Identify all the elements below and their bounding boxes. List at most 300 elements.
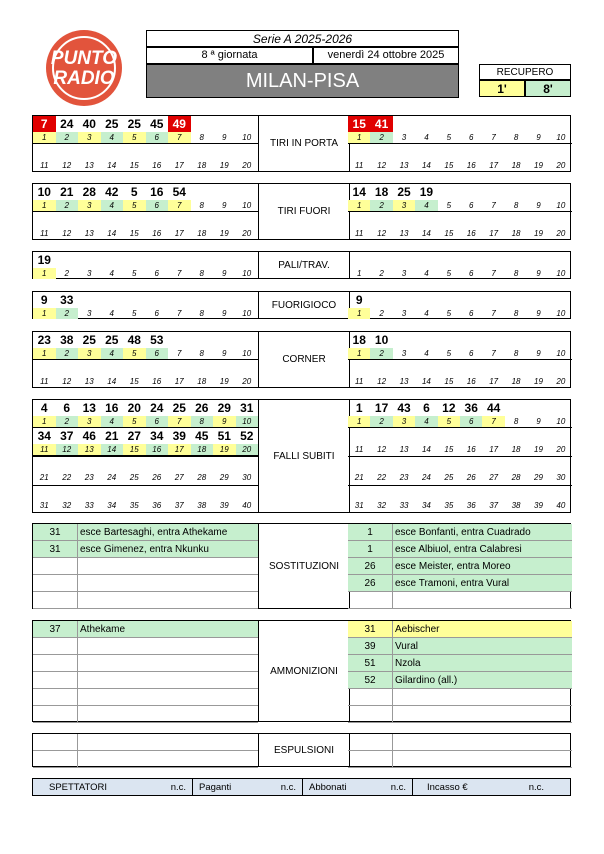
index-cell: 7 <box>168 200 191 211</box>
row-divider <box>348 456 572 457</box>
index-cell: 30 <box>556 473 566 482</box>
event-row <box>33 672 258 689</box>
index-cell: 11 <box>40 377 49 386</box>
event-text <box>78 751 258 767</box>
index-cell: 9 <box>536 269 541 278</box>
value-cell <box>550 184 572 200</box>
value-cell: 7 <box>33 116 56 132</box>
index-row <box>33 416 258 428</box>
event-row <box>33 524 258 541</box>
values-row <box>348 116 572 132</box>
value-cell <box>168 292 191 308</box>
index-cell: 5 <box>123 416 146 427</box>
index-cell: 2 <box>370 200 392 211</box>
index-cell: 5 <box>446 269 452 278</box>
value-cell <box>415 252 437 268</box>
value-cell: 6 <box>63 401 71 415</box>
index-cell: 4 <box>109 269 114 278</box>
index-cell: 8 <box>199 133 204 142</box>
index-cell: 14 <box>421 229 431 238</box>
index-cell: 1 <box>348 348 370 359</box>
index-cell: 4 <box>424 133 429 142</box>
index-cell: 19 <box>534 377 543 386</box>
index-row <box>33 200 258 212</box>
event-text: Vural <box>395 641 418 652</box>
index-cell: 13 <box>84 229 94 238</box>
side-away <box>348 332 572 387</box>
index-cell: 2 <box>56 416 79 427</box>
index-cell: 4 <box>415 416 437 427</box>
index-cell: 13 <box>78 444 101 455</box>
event-text: esce Meister, entra Moreo <box>395 561 511 572</box>
value-cell <box>482 184 504 200</box>
value-cell: 54 <box>172 185 186 199</box>
value-cell: 21 <box>105 429 119 443</box>
value-cell: 4 <box>40 401 48 415</box>
value-cell <box>78 292 101 308</box>
index-cell: 9 <box>536 309 541 318</box>
index-cell: 16 <box>152 377 162 386</box>
value-cell <box>505 116 527 132</box>
side-away <box>348 116 572 171</box>
value-cell <box>438 252 460 268</box>
index-cell: 4 <box>424 269 429 278</box>
index-cell: 11 <box>40 229 49 238</box>
event-text <box>78 575 258 591</box>
index-cell: 9 <box>222 309 227 318</box>
index-cell: 31 <box>354 501 364 510</box>
index-cell: 5 <box>132 309 137 318</box>
index-cell: 6 <box>146 348 169 359</box>
event-minute <box>33 575 78 591</box>
value-cell <box>438 332 460 348</box>
index-cell: 16 <box>152 229 162 238</box>
index-cell: 24 <box>421 473 431 482</box>
event-minute <box>348 706 393 722</box>
value-cell <box>393 252 415 268</box>
event-minute <box>348 689 393 705</box>
index-cell: 13 <box>399 377 409 386</box>
index-cell: 1 <box>356 269 362 278</box>
index-cell: 15 <box>129 377 139 386</box>
table-label: ESPULSIONI <box>258 733 350 767</box>
index-cell: 27 <box>489 473 499 482</box>
svg-text:PUNTO: PUNTO <box>50 48 118 69</box>
index-cell: 37 <box>174 501 184 510</box>
value-cell <box>460 332 482 348</box>
index-row <box>33 500 258 511</box>
index-cell: 37 <box>489 501 499 510</box>
index-cell: 8 <box>513 133 519 142</box>
index-cell: 6 <box>460 416 482 427</box>
value-cell <box>505 292 527 308</box>
index-cell: 4 <box>424 309 429 318</box>
index-cell: 4 <box>415 200 437 211</box>
event-row <box>348 706 572 723</box>
index-cell: 25 <box>444 473 454 482</box>
value-cell: 18 <box>374 185 389 199</box>
index-row <box>33 376 258 387</box>
value-cell <box>236 116 259 132</box>
table-sostituzioni <box>32 523 571 609</box>
index-cell: 8 <box>199 201 204 210</box>
row-divider <box>348 485 572 486</box>
value-cell <box>191 292 214 308</box>
index-cell: 40 <box>242 501 252 510</box>
event-row <box>348 541 572 558</box>
value-cell <box>482 116 504 132</box>
block-label: TIRI FUORI <box>258 183 350 240</box>
value-cell <box>550 332 572 348</box>
event-text: esce Bonfanti, entra Cuadrado <box>395 527 531 538</box>
index-cell: 17 <box>489 229 499 238</box>
event-row <box>348 689 572 706</box>
value-cell <box>460 252 482 268</box>
index-cell: 1 <box>348 416 370 427</box>
value-cell <box>550 116 572 132</box>
paganti-value: n.c. <box>280 782 296 793</box>
event-minute: 26 <box>348 558 393 574</box>
index-cell: 26 <box>152 473 162 482</box>
value-cell <box>348 252 370 268</box>
index-row <box>348 268 572 279</box>
index-cell: 21 <box>39 473 49 482</box>
value-cell <box>550 252 572 268</box>
value-cell: 19 <box>37 253 51 267</box>
index-cell: 5 <box>446 133 452 142</box>
index-row <box>348 348 572 360</box>
index-cell: 19 <box>219 229 229 238</box>
value-cell: 9 <box>40 293 48 307</box>
value-cell: 33 <box>60 293 74 307</box>
table-label: AMMONIZIONI <box>258 620 350 722</box>
event-minute <box>33 655 78 671</box>
index-cell: 28 <box>197 473 207 482</box>
values-row <box>33 332 258 348</box>
index-cell: 10 <box>236 416 259 427</box>
index-cell: 14 <box>107 377 117 386</box>
index-cell: 1 <box>348 200 370 211</box>
value-cell: 45 <box>195 429 209 443</box>
event-row <box>33 638 258 655</box>
index-cell: 7 <box>177 309 182 318</box>
index-cell: 5 <box>132 269 137 278</box>
index-cell: 23 <box>399 473 409 482</box>
event-row <box>348 592 572 609</box>
value-cell: 14 <box>352 185 366 199</box>
event-row <box>33 706 258 723</box>
values-row <box>33 184 258 200</box>
side-away <box>348 292 572 318</box>
index-cell: 18 <box>511 445 521 454</box>
values-row <box>33 400 258 416</box>
index-cell: 12 <box>377 161 387 170</box>
index-cell: 18 <box>197 229 207 238</box>
value-cell: 26 <box>195 401 209 415</box>
value-cell: 37 <box>60 429 74 443</box>
value-cell: 25 <box>127 117 141 131</box>
index-cell: 7 <box>491 133 496 142</box>
value-cell <box>527 184 549 200</box>
event-minute: 26 <box>348 575 393 591</box>
event-minute: 31 <box>348 621 393 637</box>
index-cell: 6 <box>146 132 169 143</box>
index-cell: 20 <box>556 229 566 238</box>
value-cell <box>370 252 392 268</box>
values-row <box>348 292 572 308</box>
value-cell: 25 <box>105 117 119 131</box>
event-row <box>348 672 572 689</box>
value-cell <box>101 252 124 268</box>
index-cell: 18 <box>511 161 521 170</box>
index-cell: 39 <box>534 501 543 510</box>
abbonati-cell <box>303 779 413 795</box>
event-row <box>348 621 572 638</box>
abbonati-label: Abbonati <box>309 782 347 793</box>
index-cell: 19 <box>534 445 543 454</box>
index-cell: 22 <box>62 473 72 482</box>
index-cell: 31 <box>39 501 49 510</box>
index-cell: 13 <box>399 161 409 170</box>
index-row <box>348 200 572 212</box>
value-cell <box>168 332 191 348</box>
value-cell: 46 <box>82 429 96 443</box>
incasso-label: Incasso € <box>427 782 468 793</box>
value-cell: 39 <box>172 429 186 443</box>
index-cell: 22 <box>377 473 387 482</box>
index-cell: 3 <box>78 416 101 427</box>
value-cell: 45 <box>150 117 164 131</box>
index-cell: 9 <box>536 201 541 210</box>
index-cell: 17 <box>168 444 191 455</box>
index-cell: 2 <box>370 416 392 427</box>
index-cell: 6 <box>154 309 159 318</box>
index-cell: 14 <box>107 161 117 170</box>
index-cell: 16 <box>466 229 476 238</box>
abbonati-value: n.c. <box>390 782 406 793</box>
index-cell: 16 <box>466 445 476 454</box>
event-text: esce Bartesaghi, entra Athekame <box>80 527 228 538</box>
index-cell: 38 <box>511 501 521 510</box>
event-row <box>348 734 572 751</box>
event-minute <box>348 751 393 767</box>
index-cell: 8 <box>191 416 214 427</box>
index-cell: 17 <box>489 377 499 386</box>
index-cell: 11 <box>355 377 364 386</box>
value-cell <box>213 184 236 200</box>
value-cell: 17 <box>374 401 389 415</box>
event-minute: 31 <box>33 524 78 540</box>
index-cell: 18 <box>511 377 521 386</box>
index-cell: 24 <box>107 473 117 482</box>
index-cell: 27 <box>174 473 184 482</box>
index-cell: 16 <box>146 444 169 455</box>
index-cell: 2 <box>64 269 69 278</box>
index-cell: 2 <box>379 309 384 318</box>
value-cell: 1 <box>355 401 363 415</box>
value-cell: 9 <box>355 293 363 307</box>
event-minute: 52 <box>348 672 393 688</box>
value-cell <box>415 292 437 308</box>
paganti-cell <box>193 779 303 795</box>
event-row <box>33 621 258 638</box>
event-minute: 37 <box>33 621 78 637</box>
season-title: Serie A 2025-2026 <box>146 30 459 47</box>
index-cell: 17 <box>489 445 499 454</box>
value-cell <box>550 400 572 416</box>
index-cell: 14 <box>421 161 431 170</box>
index-cell: 6 <box>469 349 474 358</box>
index-cell: 4 <box>424 349 429 358</box>
index-cell: 4 <box>101 416 124 427</box>
event-minute <box>348 592 393 608</box>
block-corner <box>32 331 571 388</box>
index-row <box>33 348 258 360</box>
value-cell <box>56 252 79 268</box>
event-text <box>393 734 572 750</box>
index-row <box>348 500 572 511</box>
event-text: Aebischer <box>395 624 440 635</box>
value-cell: 36 <box>464 401 478 415</box>
block-falli-subiti <box>32 399 571 513</box>
index-cell: 15 <box>123 444 146 455</box>
value-cell: 16 <box>105 401 119 415</box>
value-cell <box>438 116 460 132</box>
index-cell: 8 <box>513 309 519 318</box>
value-cell: 19 <box>419 185 434 199</box>
index-cell: 36 <box>466 501 476 510</box>
event-minute <box>33 592 78 608</box>
value-cell: 51 <box>217 429 231 443</box>
paganti-label: Paganti <box>199 782 232 793</box>
index-cell: 13 <box>399 229 409 238</box>
event-minute: 39 <box>348 638 393 654</box>
values-row <box>348 400 572 416</box>
event-minute: 1 <box>348 524 393 540</box>
index-row <box>33 160 258 171</box>
event-text <box>78 672 258 688</box>
index-cell: 26 <box>466 473 476 482</box>
event-minute <box>33 706 78 722</box>
event-text <box>393 592 572 608</box>
index-cell: 25 <box>129 473 139 482</box>
index-row <box>348 444 572 455</box>
index-cell: 1 <box>348 308 370 319</box>
index-cell: 36 <box>152 501 162 510</box>
index-cell: 2 <box>379 269 384 278</box>
value-cell <box>236 184 259 200</box>
index-cell: 20 <box>556 377 566 386</box>
value-cell: 29 <box>217 401 231 415</box>
value-cell <box>550 292 572 308</box>
index-cell: 5 <box>123 348 146 359</box>
index-row <box>348 376 572 387</box>
index-row <box>348 132 572 144</box>
event-minute <box>33 734 78 750</box>
index-cell: 34 <box>421 501 431 510</box>
values-row <box>33 252 258 268</box>
event-text <box>78 592 258 608</box>
index-cell: 8 <box>199 309 204 318</box>
index-cell: 10 <box>242 309 252 318</box>
event-text: Nzola <box>395 658 421 669</box>
index-cell: 16 <box>152 161 162 170</box>
side-home <box>33 332 258 387</box>
index-cell: 9 <box>536 349 541 358</box>
value-cell <box>168 252 191 268</box>
index-cell: 20 <box>556 161 566 170</box>
recupero-label: RECUPERO <box>479 64 571 80</box>
index-cell: 12 <box>56 444 79 455</box>
event-minute <box>348 734 393 750</box>
value-cell: 41 <box>370 116 392 132</box>
value-cell: 10 <box>37 185 51 199</box>
index-cell: 1 <box>33 308 56 319</box>
value-cell <box>482 252 504 268</box>
block-tiri-fuori <box>32 183 571 240</box>
index-cell: 12 <box>377 445 387 454</box>
index-cell: 10 <box>556 349 566 358</box>
value-cell: 13 <box>82 401 96 415</box>
block-tiri-in-porta <box>32 115 571 172</box>
block-label: CORNER <box>258 331 350 388</box>
index-cell: 10 <box>556 309 566 318</box>
event-minute: 51 <box>348 655 393 671</box>
index-cell: 29 <box>534 473 543 482</box>
match-date: venerdì 24 ottobre 2025 <box>313 47 459 64</box>
index-cell: 15 <box>444 445 454 454</box>
index-cell: 2 <box>370 132 392 143</box>
index-cell: 9 <box>536 417 541 426</box>
value-cell: 10 <box>374 333 389 347</box>
value-cell: 25 <box>82 333 96 347</box>
side-home <box>33 252 258 278</box>
event-row <box>33 689 258 706</box>
index-cell: 14 <box>107 229 117 238</box>
value-cell: 42 <box>105 185 119 199</box>
index-row <box>348 472 572 483</box>
round-label: 8 ª giornata <box>146 47 313 64</box>
index-cell: 17 <box>174 377 184 386</box>
index-cell: 7 <box>177 349 182 358</box>
block-label: FUORIGIOCO <box>258 291 350 319</box>
index-cell: 15 <box>444 377 454 386</box>
index-cell: 32 <box>377 501 387 510</box>
spettatori-cell <box>33 779 193 795</box>
event-minute: 1 <box>348 541 393 557</box>
value-cell <box>236 252 259 268</box>
attendance-footer <box>32 778 571 796</box>
index-cell: 30 <box>242 473 252 482</box>
index-cell: 15 <box>129 161 139 170</box>
index-cell: 12 <box>62 161 72 170</box>
event-row <box>348 558 572 575</box>
index-cell: 1 <box>33 348 56 359</box>
value-cell <box>146 252 169 268</box>
index-cell: 11 <box>355 445 364 454</box>
value-cell <box>527 252 549 268</box>
index-cell: 8 <box>513 201 519 210</box>
index-cell: 4 <box>101 348 124 359</box>
index-cell: 7 <box>491 349 496 358</box>
value-cell <box>438 292 460 308</box>
index-cell: 1 <box>348 132 370 143</box>
index-cell: 38 <box>197 501 207 510</box>
side-home <box>33 184 258 239</box>
index-cell: 19 <box>213 444 236 455</box>
index-cell: 2 <box>56 200 79 211</box>
index-cell: 3 <box>78 200 101 211</box>
